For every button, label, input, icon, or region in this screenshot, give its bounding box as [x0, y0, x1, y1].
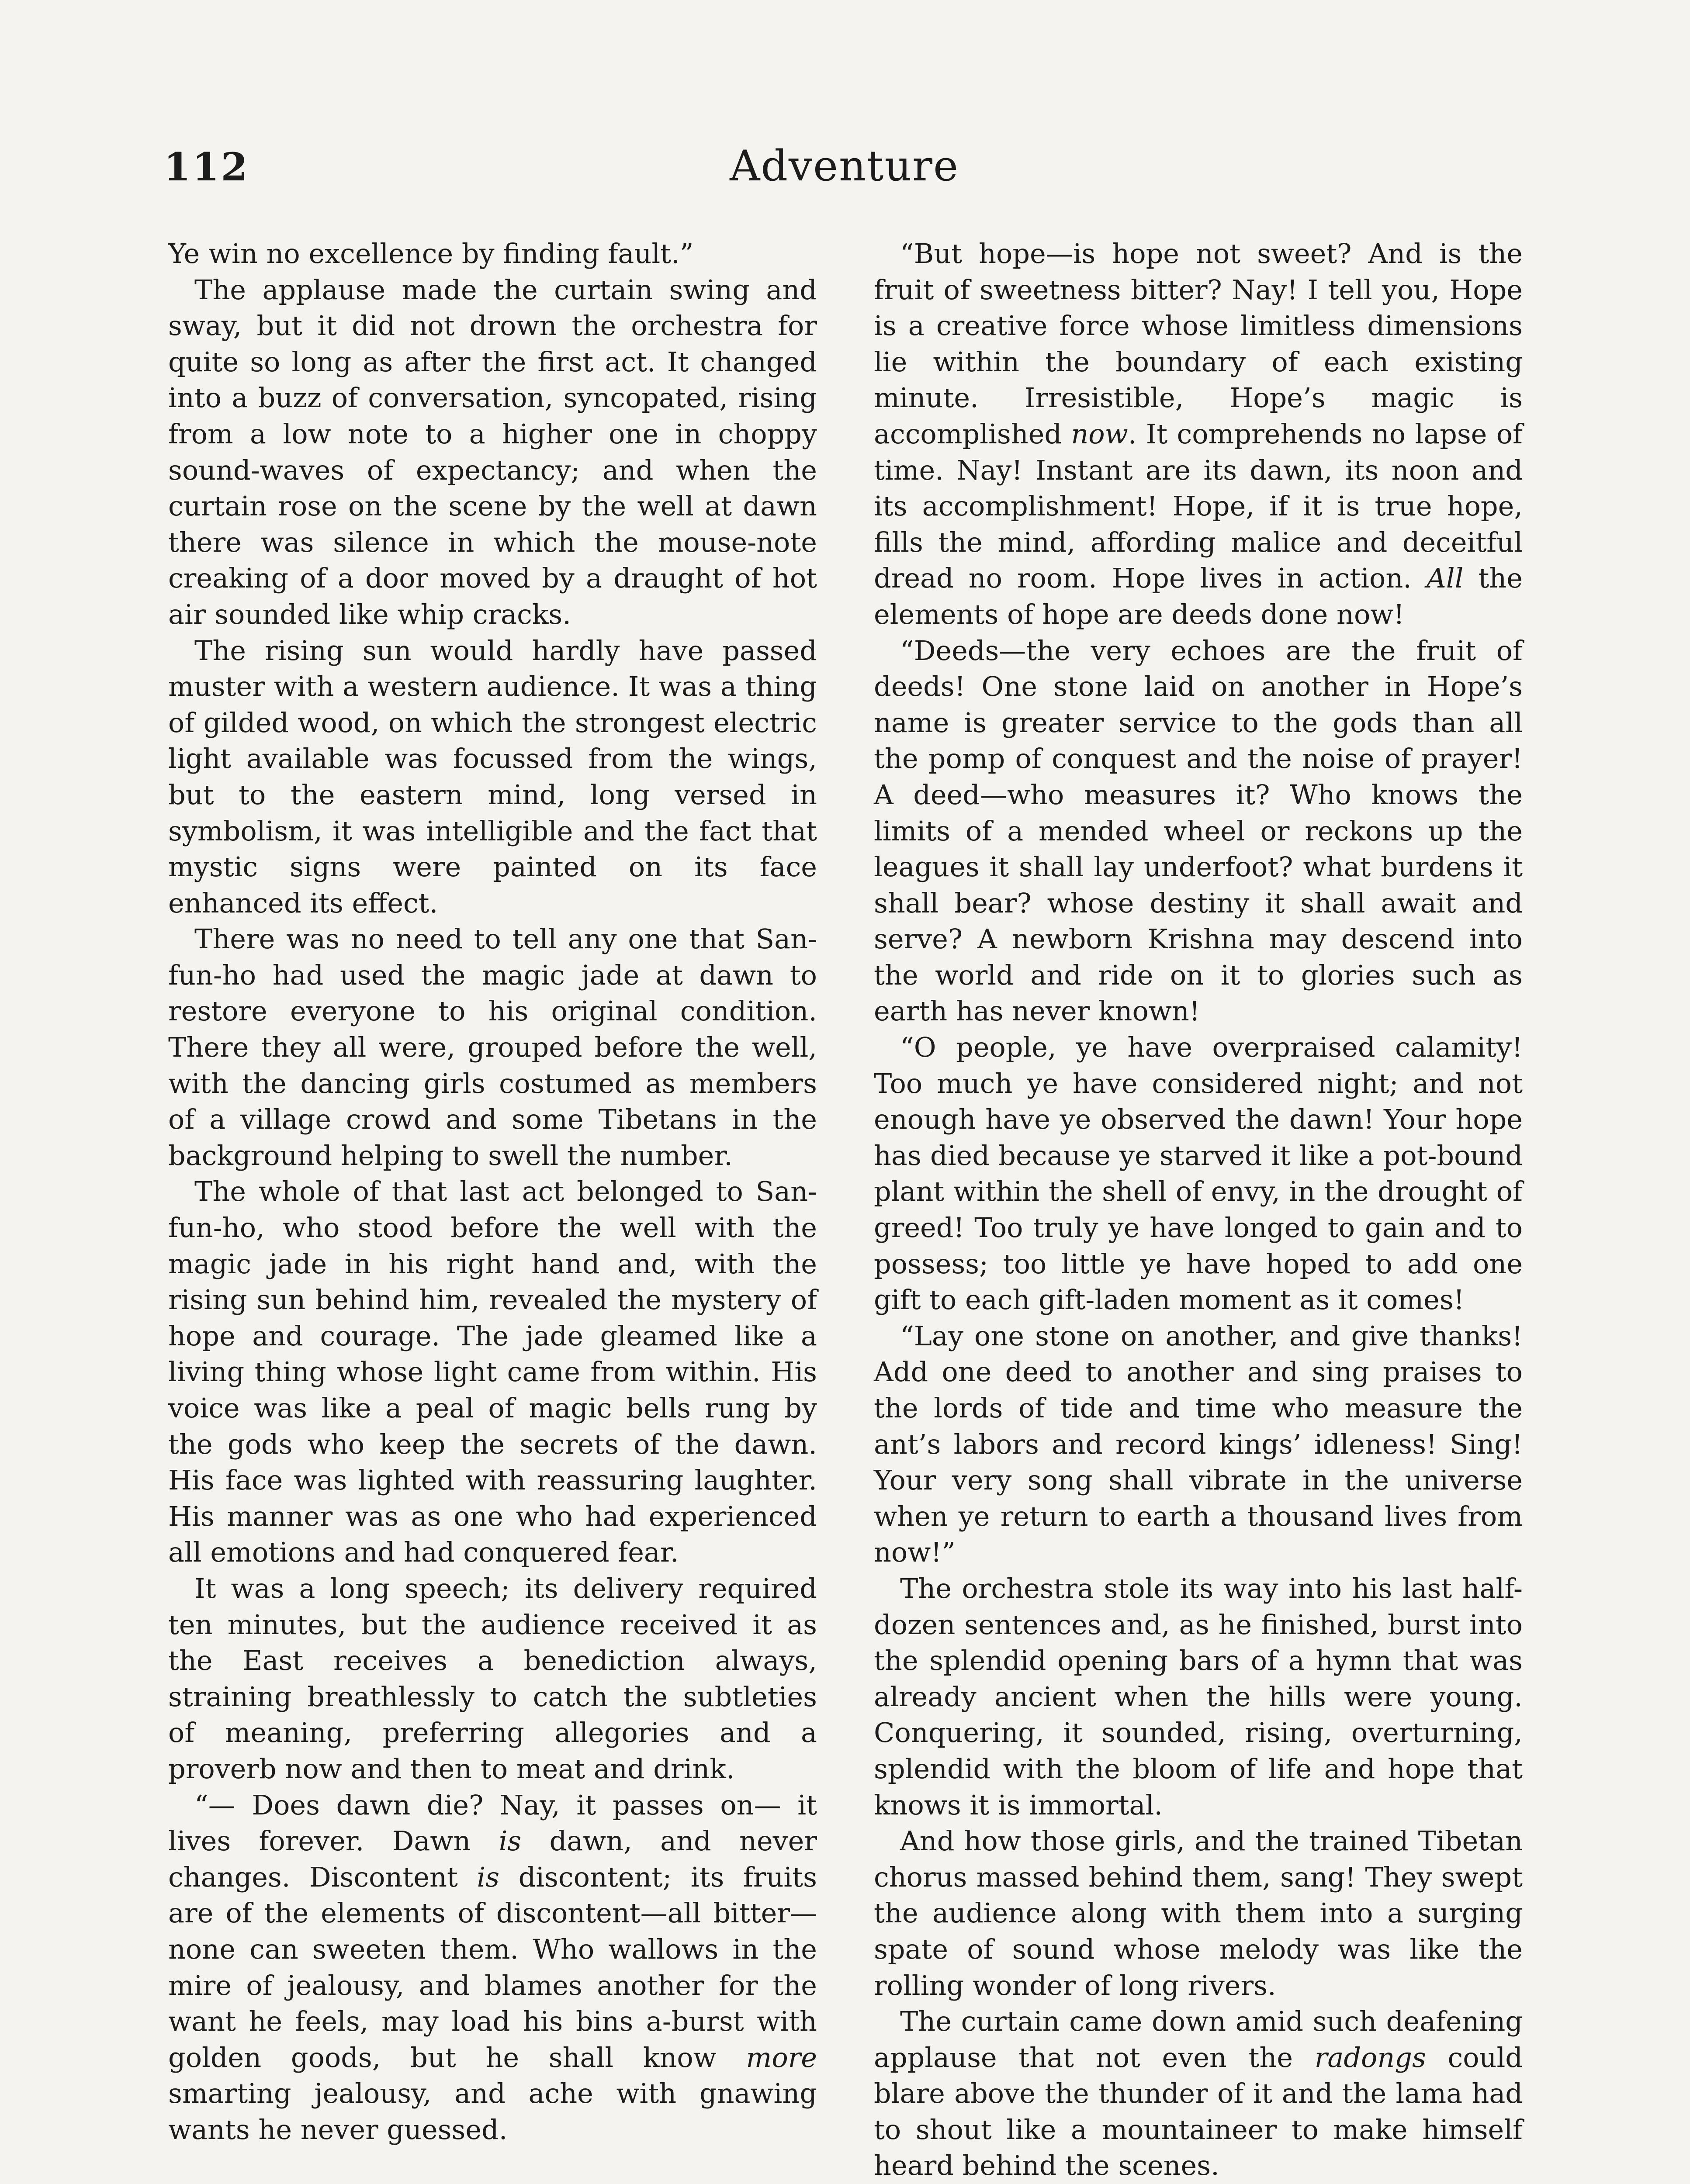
paragraph: The whole of that last act belonged to San-fun-ho, who stood before the well with the magic jade in his right hand and, with the rising sun behind him, revealed the mystery of hope and courage. The jade gleamed like a living thing whose light came from within. His voice was like a peal of magic bells rung by the gods who keep the secrets of the dawn. His face was lighted with reassuring laughter. His manner was as one who had experienced all emotions and had conquered fear. [168, 1175, 817, 1569]
left-text-column [168, 236, 817, 2148]
paragraph: And how those girls, and the trained Tibetan chorus massed behind them, sang! They swept the audience along with them into a surging spate of sound whose melody was like the rolling wonder of long rivers. [874, 1825, 1523, 2001]
paragraph: The curtain came down amid such deafening applause that not even the radongs could blare above the thunder of it and the lama had to shout like a mountaineer to make himself heard behind the scenes. [874, 2005, 1523, 2182]
paragraph: It was a long speech; its delivery required ten minutes, but the audience received it as the East receives a benediction always, straining breathlessly to catch the subtleties of meaning, preferring allegories and a proverb now and then to meat and drink. [168, 1572, 817, 1785]
page-number: 112 [164, 144, 249, 190]
running-head-title: Adventure [730, 142, 959, 190]
paragraph: Ye win no excellence by finding fault.” [168, 238, 694, 270]
paragraph: The orchestra stole its way into his last half-dozen sentences and, as he finished, burst into the splendid opening bars of a hymn that was already ancient when the hills were young. Conquering, it sounded, rising, overturning, splendid with the bloom of life and hope that knows it is immortal. [874, 1572, 1523, 1821]
paragraph: “Deeds—the very echoes are the fruit of deeds! One stone laid on another in Hope’s name is greater service to the gods than all the pomp of conquest and the noise of prayer! A deed—who measures it? Who knows the limits of a mended wheel or reckons up the leagues it shall lay underfoot? what burdens it shall bear? whose destiny it shall await and serve? A newborn Krishna may descend into the world and ride on it to glories such as earth has never known! [874, 634, 1523, 1027]
paragraph: “O people, ye have overpraised calamity! Too much ye have considered night; and not enough have ye observed the dawn! Your hope has died because ye starved it like a pot-bound plant within the shell of envy, in the drought of greed! Too truly ye have longed to gain and to possess; too little ye have hoped to add one gift to each gift-laden moment as it comes! [874, 1031, 1523, 1316]
paragraph: The rising sun would hardly have passed muster with a western audience. It was a thing of gilded wood, on which the strongest electric light available was focussed from the wings, but to the eastern mind, long versed in symbolism, it was intelligible and the fact that mystic signs were painted on its face enhanced its effect. [168, 634, 817, 919]
paragraph: “— Does dawn die? Nay, it passes on— it lives forever. Dawn is dawn, and never changes. Discontent is discontent; its fruits are of the elements of discontent—all bitter—none can sweeten them. Who wallows in the mire of jealousy, and blames another for the want he feels, may load his bins a-burst with golden goods, but he shall know more smarting jealousy, and ache with gnawing wants he never guessed. [168, 1789, 817, 2146]
right-text-column [874, 236, 1523, 2184]
paragraph: “But hope—is hope not sweet? And is the fruit of sweetness bitter? Nay! I tell you, Hope is a creative force whose limitless dimensions lie within the boundary of each existing minute. Irresistible, Hope’s magic is accomplished now. It comprehends no lapse of time. Nay! Instant are its dawn, its noon and its accomplishment! Hope, if it is true hope, fills the mind, affording malice and deceitful dread no room. Hope lives in action. All the elements of hope are deeds done now! [874, 238, 1523, 630]
paragraph: “Lay one stone on another, and give thanks! Add one deed to another and sing praises to the lords of tide and time who measure the ant’s labors and record kings’ idleness! Sing! Your very song shall vibrate in the universe when ye return to earth a thousand lives from now!” [874, 1320, 1523, 1569]
page-header [164, 144, 1525, 197]
paragraph: There was no need to tell any one that San-fun-ho had used the magic jade at dawn to restore everyone to his original condition. There they all were, grouped before the well, with the dancing girls costumed as members of a village crowd and some Tibetans in the background helping to swell the number. [168, 923, 817, 1171]
paragraph: The applause made the curtain swing and sway, but it did not drown the orchestra for quite so long as after the first act. It changed into a buzz of conversation, syncopated, rising from a low note to a higher one in choppy sound-waves of expectancy; and when the curtain rose on the scene by the well at dawn there was silence in which the mouse-note creaking of a door moved by a draught of hot air sounded like whip cracks. [168, 273, 817, 630]
